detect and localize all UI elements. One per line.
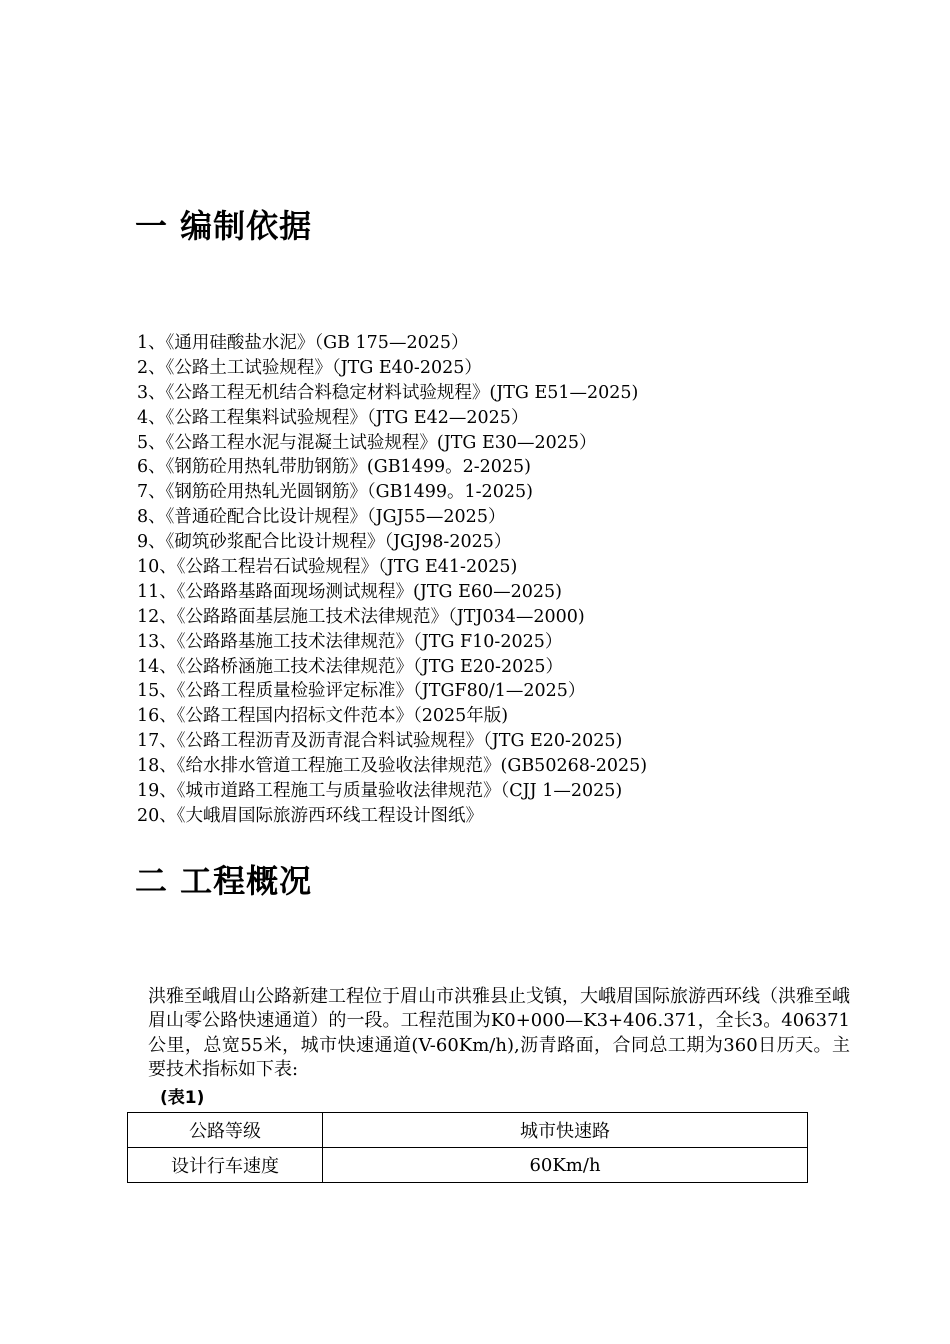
project-description: 洪雅至峨眉山公路新建工程位于眉山市洪雅县止戈镇，大峨眉国际旅游西环线（洪雅至峨眉山零公路快速通道）的一段。工程范围为K0+000—K3+406.371，全长3。406371公里，总宽55米，城市快速通道(V-60Km/h),沥青路面，合同总工期为360日历天。主要技术指标如下表: [148,986,850,1080]
list-item: 1、《通用硅酸盐水泥》（GB 175—2025） [137,333,469,353]
spec-value: 60Km/h [323,1148,808,1183]
list-item: 7、《钢筋砼用热轧光圆钢筋》（GB1499。1-2025) [137,482,533,503]
list-item: 4、《公路工程集料试验规程》（JTG E42—2025） [137,407,529,428]
list-item: 5、《公路工程水泥与混凝土试验规程》(JTG E30—2025） [137,432,597,453]
reference-list [137,331,647,829]
list-item: 10、《公路工程岩石试验规程》（JTG E41-2025) [137,557,518,578]
table-row [128,1113,808,1148]
list-item: 3、《公路工程无机结合料稳定材料试验规程》(JTG E51—2025) [137,382,639,403]
list-item: 20、《大峨眉国际旅游西环线工程设计图纸》 [137,805,484,826]
list-item: 2、《公路土工试验规程》（JTG E40-2025） [137,357,482,378]
list-item: 18、《给水排水管道工程施工及验收法律规范》(GB50268-2025) [137,756,648,777]
section-title-overview: 二 工程概况 [135,862,313,900]
spec-value: 城市快速路 [323,1113,808,1148]
list-item: 16、《公路工程国内招标文件范本》（2025年版) [137,706,509,727]
spec-key: 设计行车速度 [128,1148,323,1183]
list-item: 12、《公路路面基层施工技术法律规范》（JTJ034—2000) [137,606,585,627]
technical-spec-table [127,1112,808,1183]
table-caption: (表1) [160,1088,205,1108]
list-item: 19、《城市道路工程施工与质量验收法律规范》（CJJ 1—2025) [137,781,623,802]
list-item: 8、《普通砼配合比设计规程》（JGJ55—2025） [137,507,506,528]
list-item: 15、《公路工程质量检验评定标准》（JTGF80/1—2025） [137,681,586,702]
list-item: 14、《公路桥涵施工技术法律规范》（JTG E20-2025） [137,656,563,677]
spec-key: 公路等级 [128,1113,323,1148]
list-item: 6、《钢筋砼用热轧带肋钢筋》(GB1499。2-2025) [137,457,531,478]
list-item: 13、《公路路基施工技术法律规范》（JTG F10-2025） [137,631,563,652]
list-item: 17、《公路工程沥青及沥青混合料试验规程》（JTG E20-2025) [137,731,623,752]
section-title-basis: 一 编制依据 [135,207,313,245]
list-item: 9、《砌筑砂浆配合比设计规程》（JGJ98-2025） [137,532,512,553]
table-row [128,1148,808,1183]
list-item: 11、《公路路基路面现场测试规程》(JTG E60—2025) [137,581,562,602]
